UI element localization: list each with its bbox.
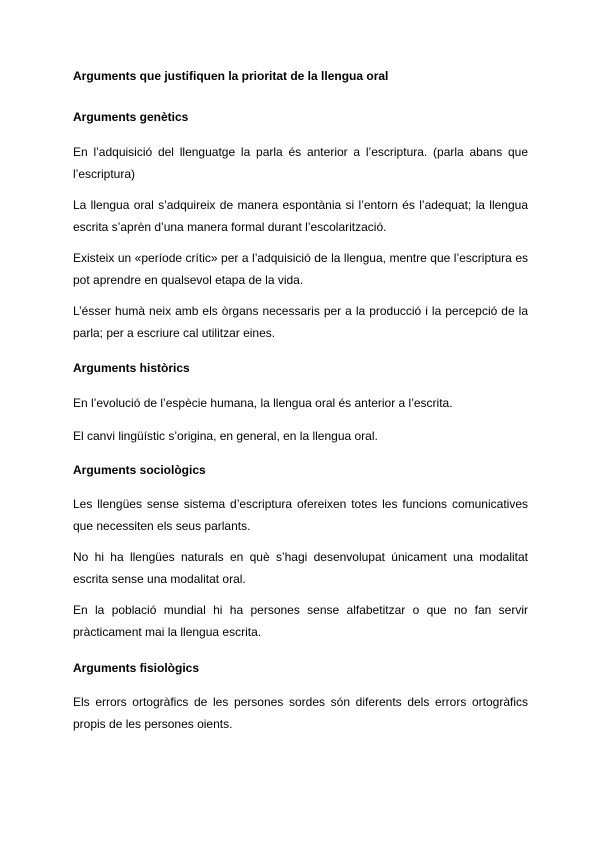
section-heading-historical: Arguments històrics [73, 361, 190, 375]
section-heading-sociological: Arguments sociològics [73, 463, 206, 477]
paragraph: El canvi lingüístic s’origina, en general, en la llengua oral. [73, 429, 378, 443]
paragraph: L’ésser humà neix amb els òrgans necessaris per a la producció i la percepció de la parla; per a escriure cal utilitzar eines. [73, 304, 528, 340]
section-heading-genetics: Arguments genètics [73, 110, 189, 124]
paragraph: No hi ha llengües naturals en què s’hagi desenvolupat únicament una modalitat escrita sense una modalitat oral. [73, 550, 528, 586]
paragraph: En la població mundial hi ha persones sense alfabetitzar o que no fan servir pràcticament mai la llengua escrita. [73, 603, 528, 639]
paragraph: En l’adquisició del llenguatge la parla és anterior a l’escriptura. (parla abans que l’escriptura) [73, 145, 528, 181]
paragraph: Existeix un «període crític» per a l’adquisició de la llengua, mentre que l’escriptura es pot aprendre en qualsevol etapa de la vida. [73, 251, 528, 287]
paragraph: Els errors ortogràfics de les persones sordes són diferents dels errors ortogràfics propis de les persones oients. [73, 695, 528, 731]
section-heading-physiological: Arguments fisiològics [73, 661, 200, 675]
paragraph: La llengua oral s’adquireix de manera espontània si l’entorn és l’adequat; la llengua escrita s’aprèn d’una manera formal durant l’escolarització. [73, 198, 528, 234]
paragraph: Les llengües sense sistema d’escriptura ofereixen totes les funcions comunicatives que necessiten els seus parlants. [73, 497, 528, 533]
paragraph: En l’evolució de l’espècie humana, la llengua oral és anterior a l’escrita. [73, 396, 453, 410]
document-title: Arguments que justifiquen la prioritat de la llengua oral [73, 69, 389, 83]
